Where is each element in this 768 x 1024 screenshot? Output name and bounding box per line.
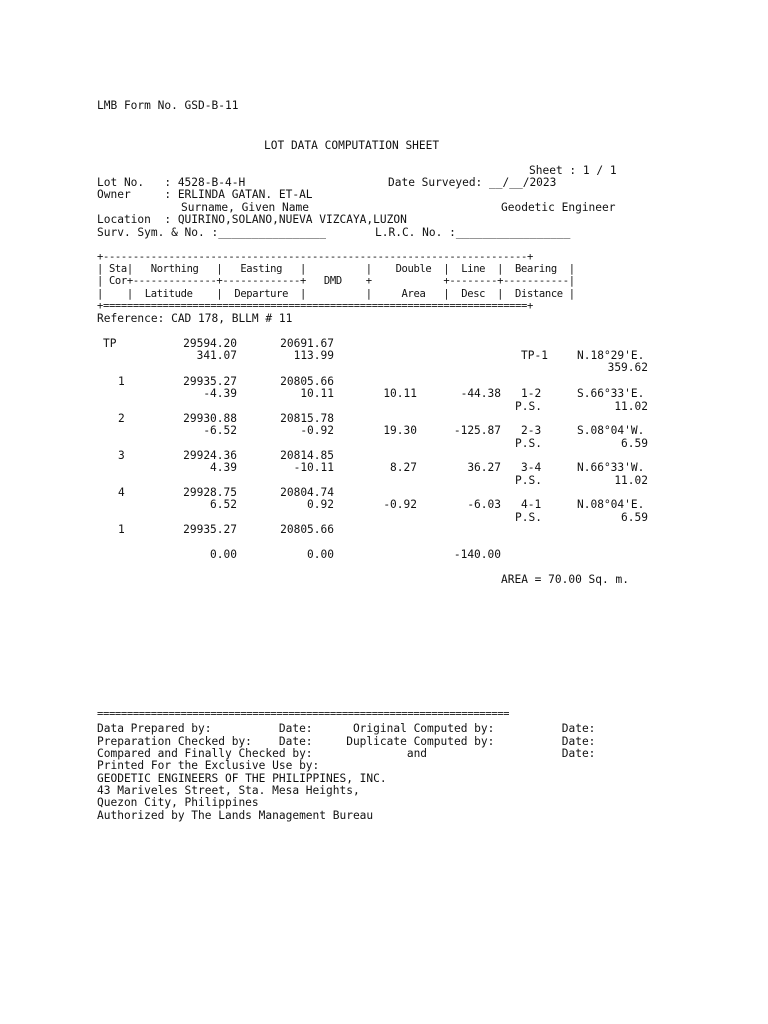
easting: 20691.67 <box>280 337 334 350</box>
northing: 29935.27 <box>183 523 237 536</box>
easting: 20815.78 <box>280 412 334 425</box>
latitude: 341.07 <box>196 349 237 362</box>
sheet-number: Sheet : 1 / 1 <box>529 164 617 177</box>
reference: Reference: CAD 178, BLLM # 11 <box>97 312 293 325</box>
station: 1 <box>118 523 125 536</box>
line-label: 4-1 <box>521 498 542 511</box>
bearing: S.08°04'W. <box>577 424 645 437</box>
line-description: P.S. <box>515 474 542 487</box>
footer-line: Quezon City, Philippines <box>97 796 259 809</box>
total-double-area: -140.00 <box>453 548 501 561</box>
bearing: N.66°33'W. <box>577 461 645 474</box>
easting: 20804.74 <box>280 486 334 499</box>
northing: 29930.88 <box>183 412 237 425</box>
easting: 20814.85 <box>280 449 334 462</box>
date-surveyed: Date Surveyed: __/__/2023 <box>388 176 557 189</box>
northing: 29935.27 <box>183 375 237 388</box>
bearing: N.18°29'E. <box>577 349 645 362</box>
distance: 359.62 <box>607 361 648 374</box>
location: Location : QUIRINO,SOLANO,NUEVA VIZCAYA,LUZON <box>97 213 407 226</box>
distance: 6.59 <box>621 437 648 450</box>
station: TP <box>103 337 117 350</box>
line-description: P.S. <box>515 437 542 450</box>
dmd: 8.27 <box>390 461 417 474</box>
latitude: 4.39 <box>210 461 237 474</box>
lot-number: Lot No. : 4528-B-4-H <box>97 176 246 189</box>
table-header-line: +-----------------------------------------------------------------------+ <box>97 251 533 263</box>
latitude: -6.52 <box>203 424 237 437</box>
footer-line: Authorized by The Lands Management Bureau <box>97 809 374 822</box>
station: 4 <box>118 486 125 499</box>
owner: Owner : ERLINDA GATAN. ET-AL <box>97 188 313 201</box>
easting: 20805.66 <box>280 523 334 536</box>
latitude: 6.52 <box>210 498 237 511</box>
form-number: LMB Form No. GSD-B-11 <box>97 99 239 112</box>
departure: 0.92 <box>307 498 334 511</box>
area-total: AREA = 70.00 Sq. m. <box>501 573 629 586</box>
departure: -10.11 <box>293 461 334 474</box>
northing: 29928.75 <box>183 486 237 499</box>
table-header-line: +=======================================================================+ <box>97 300 533 312</box>
latitude: -4.39 <box>203 387 237 400</box>
station: 3 <box>118 449 125 462</box>
line-label: TP-1 <box>521 349 548 362</box>
survey-symbol: Surv. Sym. & No. :________________ <box>97 226 327 239</box>
line-label: 2-3 <box>521 424 542 437</box>
bearing: S.66°33'E. <box>577 387 645 400</box>
footer-rule: ===================================================================== <box>97 708 510 720</box>
footer-line: Preparation Checked by: Date: Duplicate Computed by: Date: <box>97 735 596 748</box>
station: 1 <box>118 375 125 388</box>
dmd: 10.11 <box>383 387 417 400</box>
footer-line: Compared and Finally Checked by: and Date: <box>97 747 596 760</box>
line-label: 3-4 <box>521 461 542 474</box>
line-label: 1-2 <box>521 387 542 400</box>
footer-line: GEODETIC ENGINEERS OF THE PHILIPPINES, INC. <box>97 772 387 785</box>
dmd: -0.92 <box>383 498 417 511</box>
dmd: 19.30 <box>383 424 417 437</box>
table-header-line: | | Latitude | Departure | | Area | Desc | Distance | <box>97 288 575 300</box>
departure: 113.99 <box>293 349 334 362</box>
sheet-title: LOT DATA COMPUTATION SHEET <box>264 139 440 152</box>
bearing: N.08°04'E. <box>577 498 645 511</box>
double-area: -44.38 <box>460 387 501 400</box>
station: 2 <box>118 412 125 425</box>
table-header-line: | Sta| Northing | Easting | | Double | Line | Bearing | <box>97 263 575 275</box>
northing: 29924.36 <box>183 449 237 462</box>
footer-line: Printed For the Exclusive Use by: <box>97 759 320 772</box>
easting: 20805.66 <box>280 375 334 388</box>
geodetic-engineer-label: Geodetic Engineer <box>501 201 616 214</box>
owner-subtitle: Surname, Given Name <box>181 201 309 214</box>
double-area: -125.87 <box>453 424 501 437</box>
footer-line: Data Prepared by: Date: Original Computed by: Date: <box>97 722 596 735</box>
departure: 10.11 <box>300 387 334 400</box>
northing: 29594.20 <box>183 337 237 350</box>
footer-line: 43 Mariveles Street, Sta. Mesa Heights, <box>97 784 360 797</box>
line-description: P.S. <box>515 511 542 524</box>
lrc-number: L.R.C. No. :_________________ <box>375 226 571 239</box>
total-departure: 0.00 <box>307 548 334 561</box>
double-area: 36.27 <box>467 461 501 474</box>
departure: -0.92 <box>300 424 334 437</box>
line-description: P.S. <box>515 400 542 413</box>
double-area: -6.03 <box>467 498 501 511</box>
total-latitude: 0.00 <box>210 548 237 561</box>
distance: 6.59 <box>621 511 648 524</box>
distance: 11.02 <box>614 400 648 413</box>
table-header-line: | Cor+--------------+-------------+ DMD + +--------+-----------| <box>97 275 575 287</box>
distance: 11.02 <box>614 474 648 487</box>
